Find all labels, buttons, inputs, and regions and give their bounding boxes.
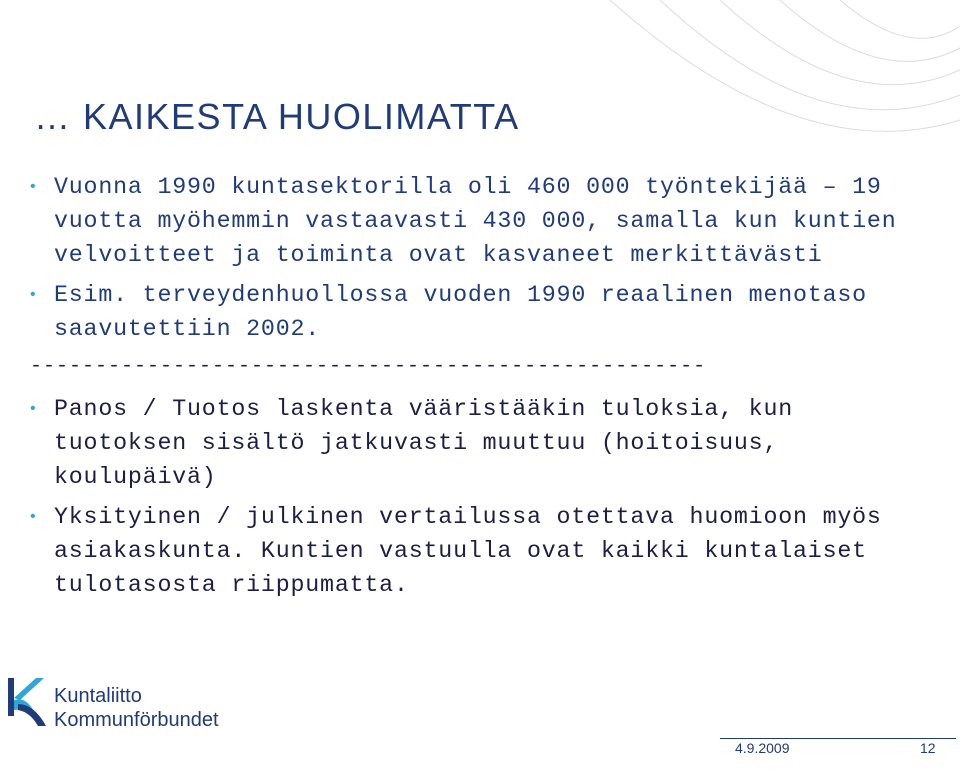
bullet-dot-icon: •	[30, 286, 37, 303]
bullet-item	[30, 500, 930, 602]
bullet-text: Yksityinen / julkinen vertailussa otettava huomioon myös asiakaskunta. Kuntien vastuulla ovat kaikki kuntalaiset tulotasosta riippumatta.	[54, 504, 882, 598]
slide-title: … KAIKESTA HUOLIMATTA	[34, 96, 520, 137]
dashed-divider: ----------------------------------------------------	[30, 355, 707, 378]
bullet-list	[30, 170, 930, 608]
bullet-text: Esim. terveydenhuollossa vuoden 1990 reaalinen menotaso saavutettiin 2002.	[54, 282, 867, 342]
bullet-text: Vuonna 1990 kuntasektorilla oli 460 000 työntekijää – 19 vuotta myöhemmin vastaavasti 430 000, samalla kun kuntien velvoitteet ja toiminta ovat kasvaneet merkittävästi	[54, 174, 897, 268]
bullet-item	[30, 278, 930, 346]
page-number: 12	[920, 740, 936, 756]
logo-text	[54, 684, 219, 732]
bullet-dot-icon: •	[30, 508, 37, 525]
footer-date: 4.9.2009	[735, 740, 790, 756]
logo-line-finnish: Kuntaliitto	[54, 685, 142, 707]
bullet-dot-icon: •	[30, 178, 37, 195]
footer-rule	[720, 738, 956, 739]
bullet-item	[30, 392, 930, 494]
bullet-item	[30, 170, 930, 272]
bullet-text: Panos / Tuotos laskenta vääristääkin tuloksia, kun tuotoksen sisältö jatkuvasti muuttuu (hoitoisuus, koulupäivä)	[54, 396, 794, 490]
logo-line-swedish: Kommunförbundet	[54, 709, 219, 731]
bullet-dot-icon: •	[30, 400, 37, 417]
kuntaliitto-logo-icon	[6, 676, 52, 732]
